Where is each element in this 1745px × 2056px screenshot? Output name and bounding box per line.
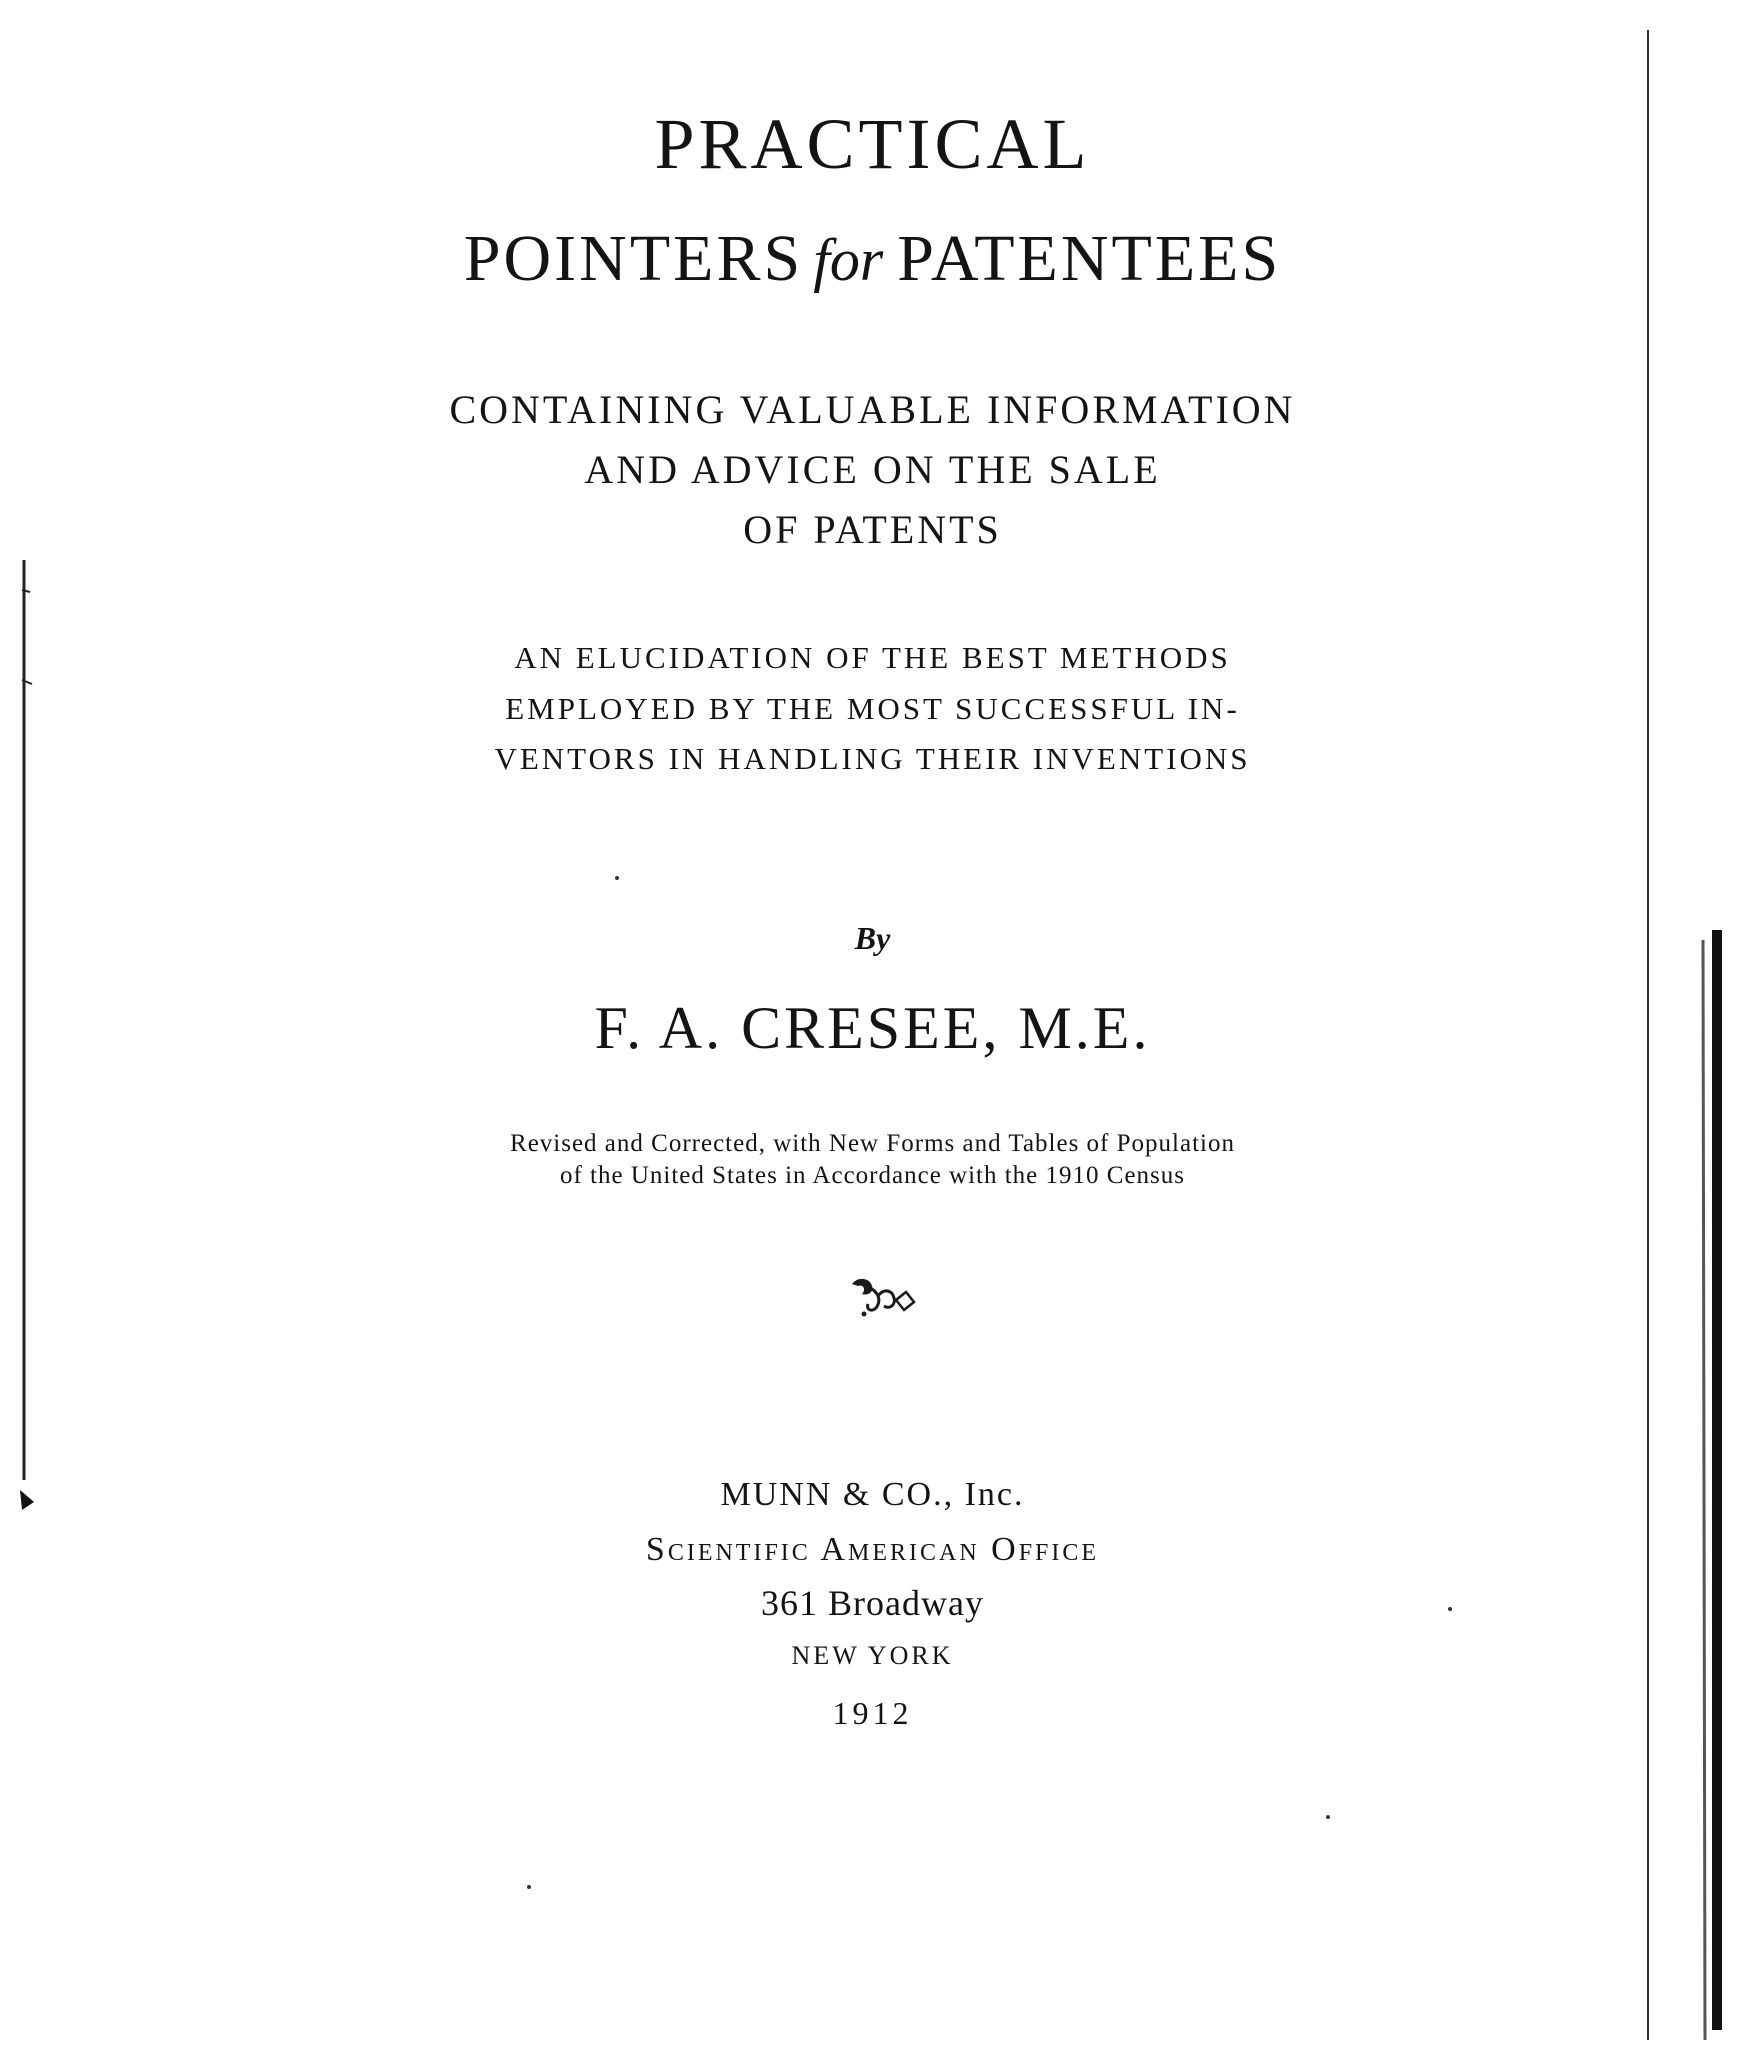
- book-title-line-1: PRACTICAL: [654, 104, 1091, 184]
- elucidation-line-2: EMPLOYED BY THE MOST SUCCESSFUL IN-: [505, 691, 1240, 726]
- publisher-city: NEW YORK: [791, 1641, 954, 1670]
- subtitle-line-2: AND ADVICE ON THE SALE: [584, 447, 1161, 492]
- book-title-line-2: [0, 222, 1745, 295]
- revision-note-line-1: Revised and Corrected, with New Forms and Tables of Population: [510, 1130, 1235, 1157]
- subtitle-line-1: CONTAINING VALUABLE INFORMATION: [449, 387, 1296, 432]
- subtitle-line-3: OF PATENTS: [743, 507, 1002, 552]
- publication-year: 1912: [832, 1695, 913, 1731]
- revision-note-line-2: of the United States in Accordance with the 1910 Census: [559, 1162, 1186, 1189]
- title-word-for: for: [813, 227, 884, 293]
- publisher-name: MUNN & CO., Inc.: [720, 1476, 1025, 1513]
- elucidation-line-1: AN ELUCIDATION OF THE BEST METHODS: [514, 640, 1231, 675]
- byline-by: By: [854, 920, 891, 956]
- publisher-address: 361 Broadway: [761, 1583, 984, 1623]
- title-word-patentees: PATENTEES: [897, 222, 1282, 295]
- fleuron-ornament-icon: [848, 1274, 920, 1318]
- elucidation-line-3: VENTORS IN HANDLING THEIR INVENTIONS: [494, 741, 1251, 776]
- title-word-pointers: POINTERS: [463, 222, 804, 295]
- author-name: F. A. CRESEE, M.E.: [594, 995, 1151, 1061]
- publisher-office: Scientific American Office: [645, 1531, 1100, 1568]
